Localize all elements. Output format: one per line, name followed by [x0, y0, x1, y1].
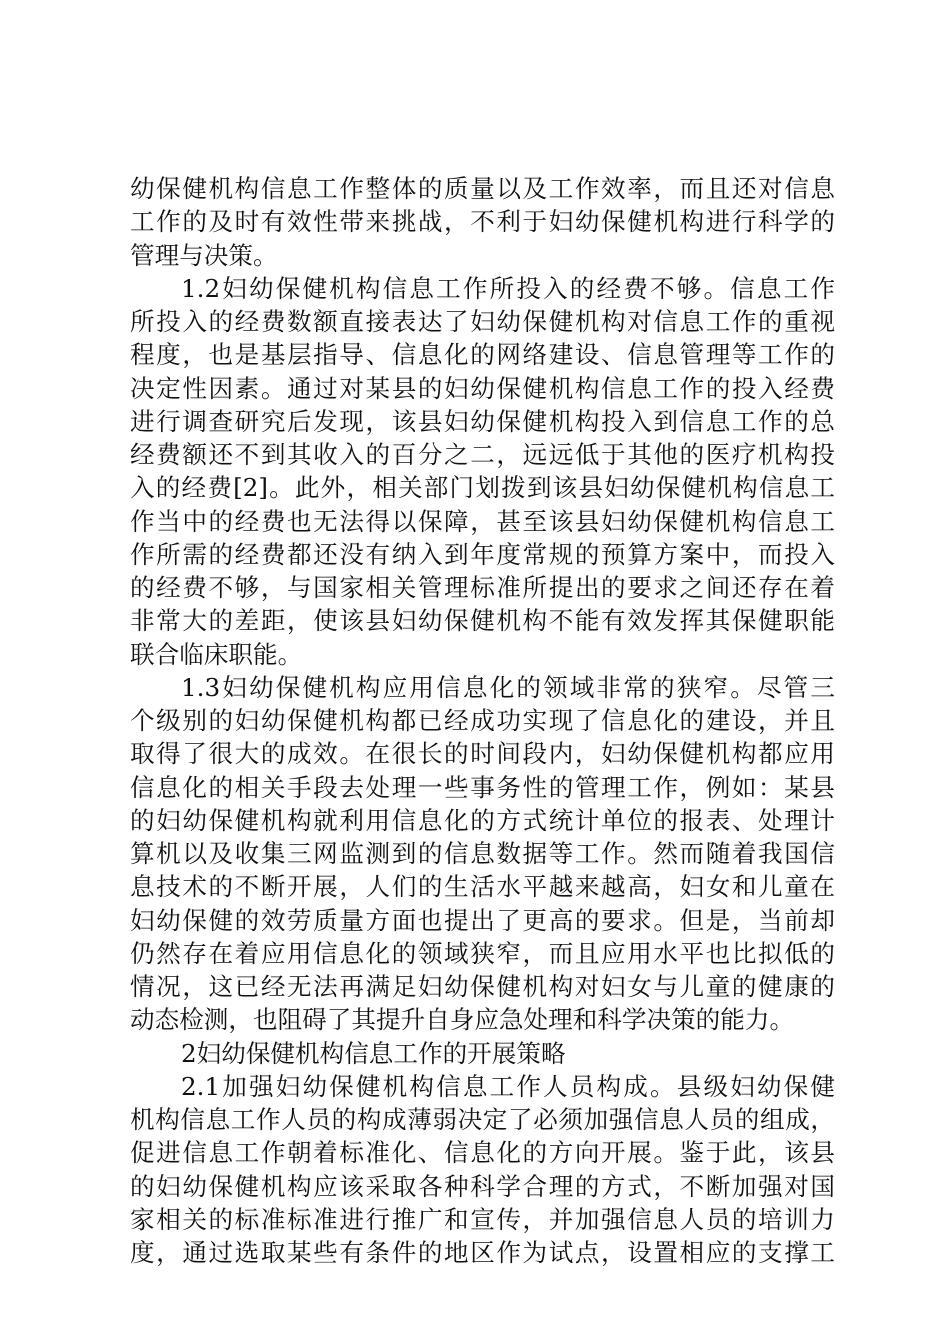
- text-line: 联合临床职能。: [130, 639, 303, 669]
- text-line: 算机以及收集三网监测到的信息数据等工作。然而随着我国信: [130, 839, 835, 868]
- text-line: 的妇幼保健机构应该采取各种科学合理的方式，不断加强对国: [130, 1171, 835, 1201]
- text-line: 度，通过选取某些有条件的地区作为试点，设置相应的支撑工: [130, 1238, 835, 1267]
- text-line: 的妇幼保健机构就利用信息化的方式统计单位的报表、处理计: [130, 805, 835, 835]
- text-line: 所投入的经费数额直接表达了妇幼保健机构对信息工作的重视: [130, 307, 835, 336]
- text-line: 仍然存在着应用信息化的领域狭窄，而且应用水平也比拟低的: [130, 938, 835, 968]
- text-line: 作所需的经费都还没有纳入到年度常规的预算方案中，而投入: [130, 539, 835, 569]
- body-text: [130, 172, 835, 1269]
- text-line: 息技术的不断开展，人们的生活水平越来越高，妇女和儿童在: [130, 872, 835, 902]
- section-heading-1-2: 1.2妇幼保健机构信息工作所投入的经费不够。信息工作: [181, 273, 835, 303]
- text-line: 机构信息工作人员的构成薄弱决定了必须加强信息人员的组成，: [130, 1105, 835, 1134]
- section-heading-1-3: 1.3妇幼保健机构应用信息化的领域非常的狭窄。尽管三: [181, 672, 835, 702]
- text-line: 进行调查研究后发现，该县妇幼保健机构投入到信息工作的总: [130, 406, 835, 436]
- text-line: 入的经费[2]。此外，相关部门划拨到该县妇幼保健机构信息工: [130, 473, 835, 503]
- text-line: 经费额还不到其收入的百分之二，远远低于其他的医疗机构投: [130, 440, 835, 469]
- text-line: 家相关的标准标准进行推广和宣传，并加强信息人员的培训力: [130, 1204, 835, 1234]
- text-line: 幼保健机构信息工作整体的质量以及工作效率，而且还对信息: [130, 174, 835, 203]
- text-line: 取得了很大的成效。在很长的时间段内，妇幼保健机构都应用: [130, 739, 835, 769]
- text-line: 个级别的妇幼保健机构都已经成功实现了信息化的建设，并且: [130, 706, 835, 735]
- text-line: 情况，这已经无法再满足妇幼保健机构对妇女与儿童的健康的: [130, 972, 835, 1001]
- text-line: 信息化的相关手段去处理一些事务性的管理工作，例如：某县: [130, 772, 835, 802]
- text-line: 的经费不够，与国家相关管理标准所提出的要求之间还存在着: [130, 573, 835, 602]
- section-heading-2-1: 2.1加强妇幼保健机构信息工作人员构成。县级妇幼保健: [181, 1071, 835, 1101]
- text-line: 非常大的差距，使该县妇幼保健机构不能有效发挥其保健职能: [130, 606, 835, 636]
- text-line: 妇幼保健的效劳质量方面也提出了更高的要求。但是，当前却: [130, 905, 835, 935]
- text-line: 动态检测，也阻碍了其提升自身应急处理和科学决策的能力。: [130, 1005, 795, 1035]
- text-line: 促进信息工作朝着标准化、信息化的方向开展。鉴于此，该县: [130, 1138, 835, 1168]
- text-line: 决定性因素。通过对某县的妇幼保健机构信息工作的投入经费: [130, 373, 835, 403]
- section-heading-2: 2妇幼保健机构信息工作的开展策略: [181, 1038, 566, 1068]
- text-line: 程度，也是基层指导、信息化的网络建设、信息管理等工作的: [130, 340, 835, 370]
- text-line: 工作的及时有效性带来挑战，不利于妇幼保健机构进行科学的: [130, 207, 835, 237]
- text-line: 管理与决策。: [130, 240, 278, 270]
- text-line: 作当中的经费也无法得以保障，甚至该县妇幼保健机构信息工: [130, 506, 835, 536]
